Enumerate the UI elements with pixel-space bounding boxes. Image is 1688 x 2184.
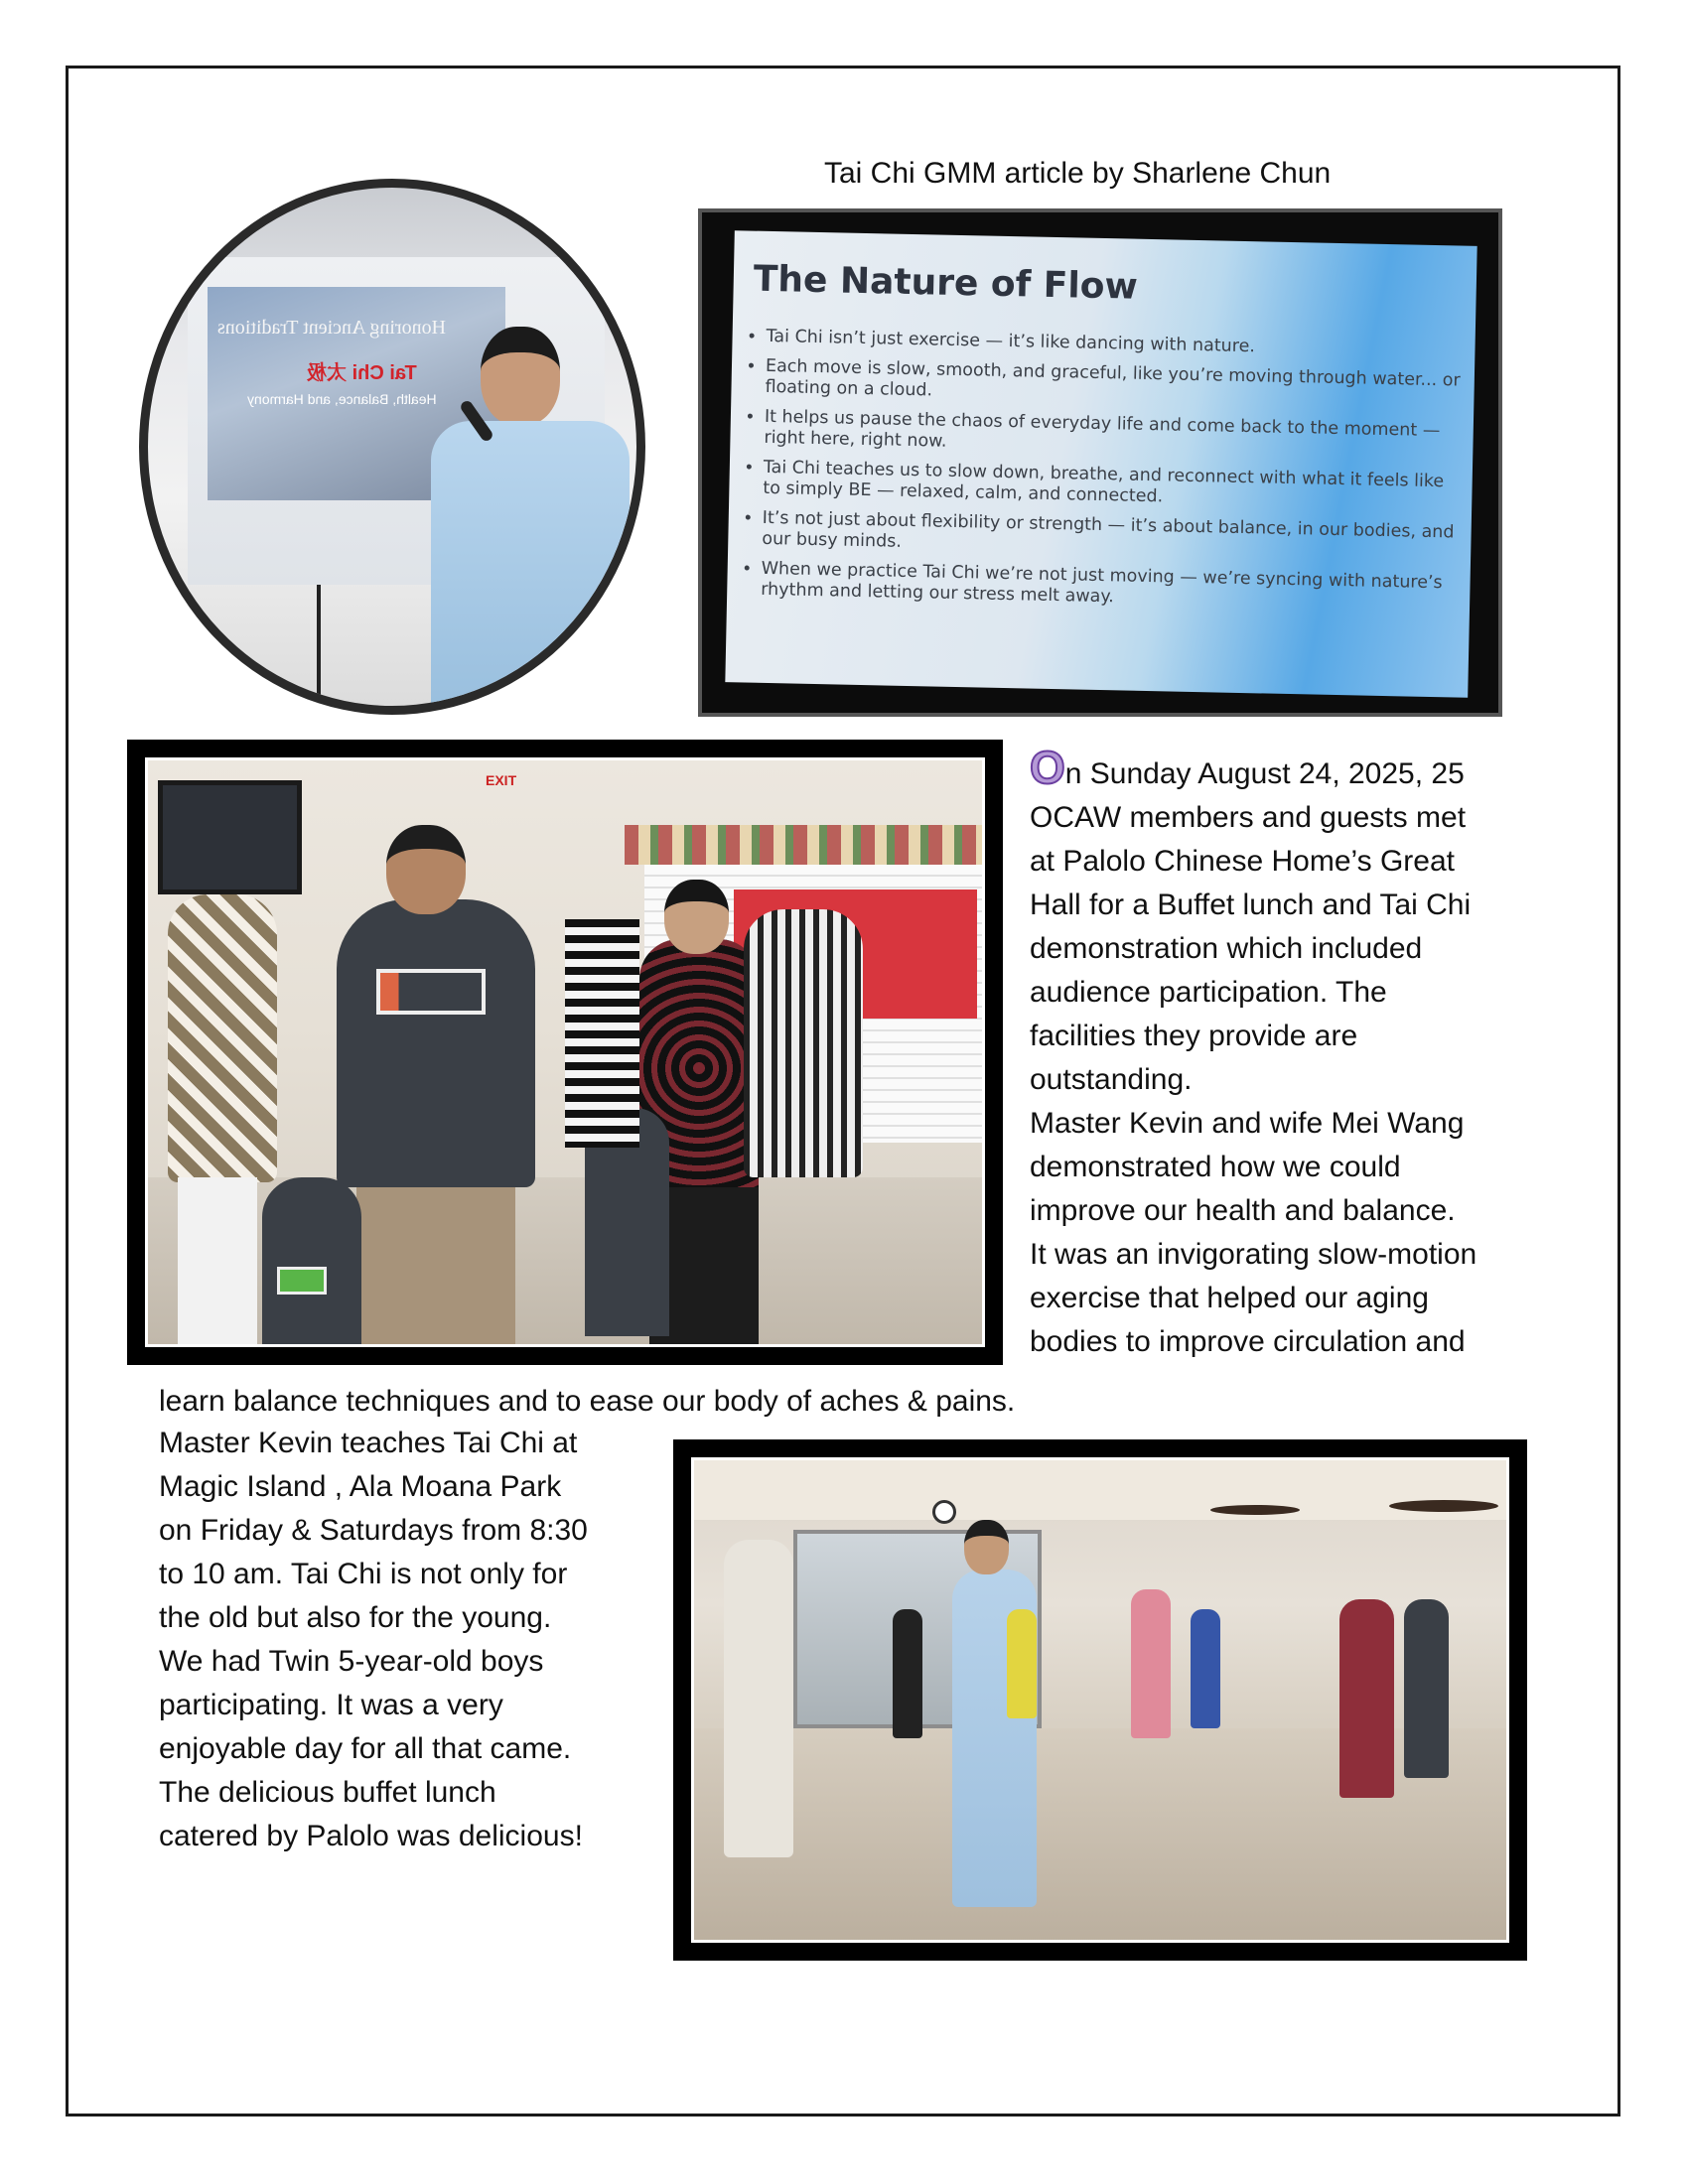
- article-line: OCAW members and guests met: [1030, 801, 1467, 834]
- speaker-head: [481, 327, 560, 426]
- speaker-photo: [139, 179, 645, 715]
- person-left-woman: [168, 894, 277, 1182]
- drop-cap: O: [1030, 742, 1065, 793]
- person-left-woman-legs: [178, 1177, 257, 1347]
- ceiling-fan-icon: [1210, 1505, 1300, 1515]
- article-line: Master Kevin and wife Mei Wang: [1030, 1107, 1465, 1140]
- slide-photo: [698, 208, 1502, 717]
- participant: [1007, 1609, 1037, 1718]
- class-photo: [673, 1439, 1527, 1961]
- participant: [1131, 1589, 1171, 1738]
- participant: [1404, 1599, 1449, 1778]
- ceiling: [694, 1460, 1506, 1520]
- article-line: It was an invigorating slow-motion: [1030, 1238, 1477, 1271]
- article-text-left: [159, 1422, 675, 1858]
- article-line: The delicious buffet lunch: [159, 1776, 496, 1809]
- article-line: audience participation. The: [1030, 976, 1387, 1009]
- person-man-torso: [337, 899, 535, 1187]
- curtain: [625, 825, 985, 865]
- article-line-full: learn balance techniques and to ease our body of aches & pains.: [159, 1385, 1016, 1418]
- article-line: enjoyable day for all that came.: [159, 1732, 572, 1765]
- projected-slide-subtitle: Health, Balance, and Harmony: [247, 391, 437, 407]
- article-line: exercise that helped our aging: [1030, 1282, 1429, 1314]
- elder-woman-plaid: [744, 909, 863, 1177]
- group-photo: [127, 740, 1003, 1365]
- article-line: the old but also for the young.: [159, 1601, 552, 1634]
- participant: [1191, 1609, 1220, 1728]
- group-photo-scene: [145, 757, 985, 1347]
- instructor-master-kevin: [724, 1540, 793, 1857]
- article-line: demonstration which included: [1030, 932, 1423, 965]
- article-line: Magic Island , Ala Moana Park: [159, 1470, 562, 1503]
- class-photo-scene: [691, 1457, 1509, 1943]
- projected-slide-title: Honoring Ancient Traditions: [217, 317, 447, 339]
- article-line: Master Kevin teaches Tai Chi at: [159, 1427, 578, 1459]
- article-line: to 10 am. Tai Chi is not only for: [159, 1558, 568, 1590]
- article-caption: Tai Chi GMM article by Sharlene Chun: [824, 157, 1332, 190]
- tripod: [317, 585, 321, 704]
- slide-title: The Nature of Flow: [753, 258, 1139, 308]
- article-line: facilities they provide are: [1030, 1020, 1358, 1052]
- article-line: catered by Palolo was delicious!: [159, 1820, 583, 1852]
- slide-bullet: • It’s not just about flexibility or strength — it’s about balance, in our bodies, and our busy minds.: [762, 508, 1458, 565]
- projected-slide-red-text: Tai Chi 太极: [307, 362, 417, 384]
- article-line: outstanding.: [1030, 1063, 1193, 1096]
- participant: [1339, 1599, 1394, 1798]
- child-left-battery-icon: [277, 1267, 327, 1295]
- article-line: participating. It was a very: [159, 1689, 503, 1721]
- article-line: improve our health and balance.: [1030, 1194, 1456, 1227]
- person-man-shorts: [356, 1187, 515, 1347]
- article-line: n Sunday August 24, 2025, 25: [1064, 757, 1465, 790]
- child-left: [262, 1177, 361, 1347]
- article-text-right: [1030, 742, 1546, 1364]
- slide-bullet: • When we practice Tai Chi we’re not just moving — we’re syncing with nature’s rhythm and letting our stress melt away.: [761, 559, 1457, 615]
- woman-striped-dress: [565, 919, 639, 1148]
- article-line: demonstrated how we could: [1030, 1151, 1401, 1183]
- article-line: on Friday & Saturdays from 8:30: [159, 1514, 588, 1547]
- woman-tank-top-head: [664, 880, 729, 954]
- slide-bullet: • Each move is slow, smooth, and graceful, like you’re moving through water... or floating on a cloud.: [765, 356, 1461, 413]
- slide-bullet: • Tai Chi isn’t just exercise — it’s like dancing with nature.: [766, 327, 1461, 362]
- article-line: Hall for a Buffet lunch and Tai Chi: [1030, 888, 1472, 921]
- wall-clock-icon: [932, 1500, 956, 1524]
- article-line: We had Twin 5-year-old boys: [159, 1645, 544, 1678]
- speaker-figure: [431, 327, 645, 715]
- wall-tv: [158, 780, 302, 894]
- ceiling-fan-icon: [1389, 1500, 1498, 1512]
- participant: [893, 1609, 922, 1738]
- slide-bullet: • Tai Chi teaches us to slow down, breathe, and reconnect with what it feels like to simply BE — relaxed, calm, and connected.: [763, 458, 1459, 514]
- slide: [725, 230, 1477, 698]
- article-line: at Palolo Chinese Home’s Great: [1030, 845, 1455, 878]
- person-man-head: [386, 825, 466, 914]
- article-line-first: [1030, 742, 1546, 796]
- article-line: bodies to improve circulation and: [1030, 1325, 1466, 1358]
- speaker-body: [431, 421, 630, 715]
- exit-sign: EXIT: [486, 772, 517, 788]
- instructor-head: [964, 1520, 1009, 1574]
- slide-bullets: [741, 326, 1462, 623]
- slide-bullet: • It helps us pause the chaos of everyday life and come back to the moment — right here, right now.: [764, 407, 1460, 464]
- battery-icon: [376, 969, 486, 1015]
